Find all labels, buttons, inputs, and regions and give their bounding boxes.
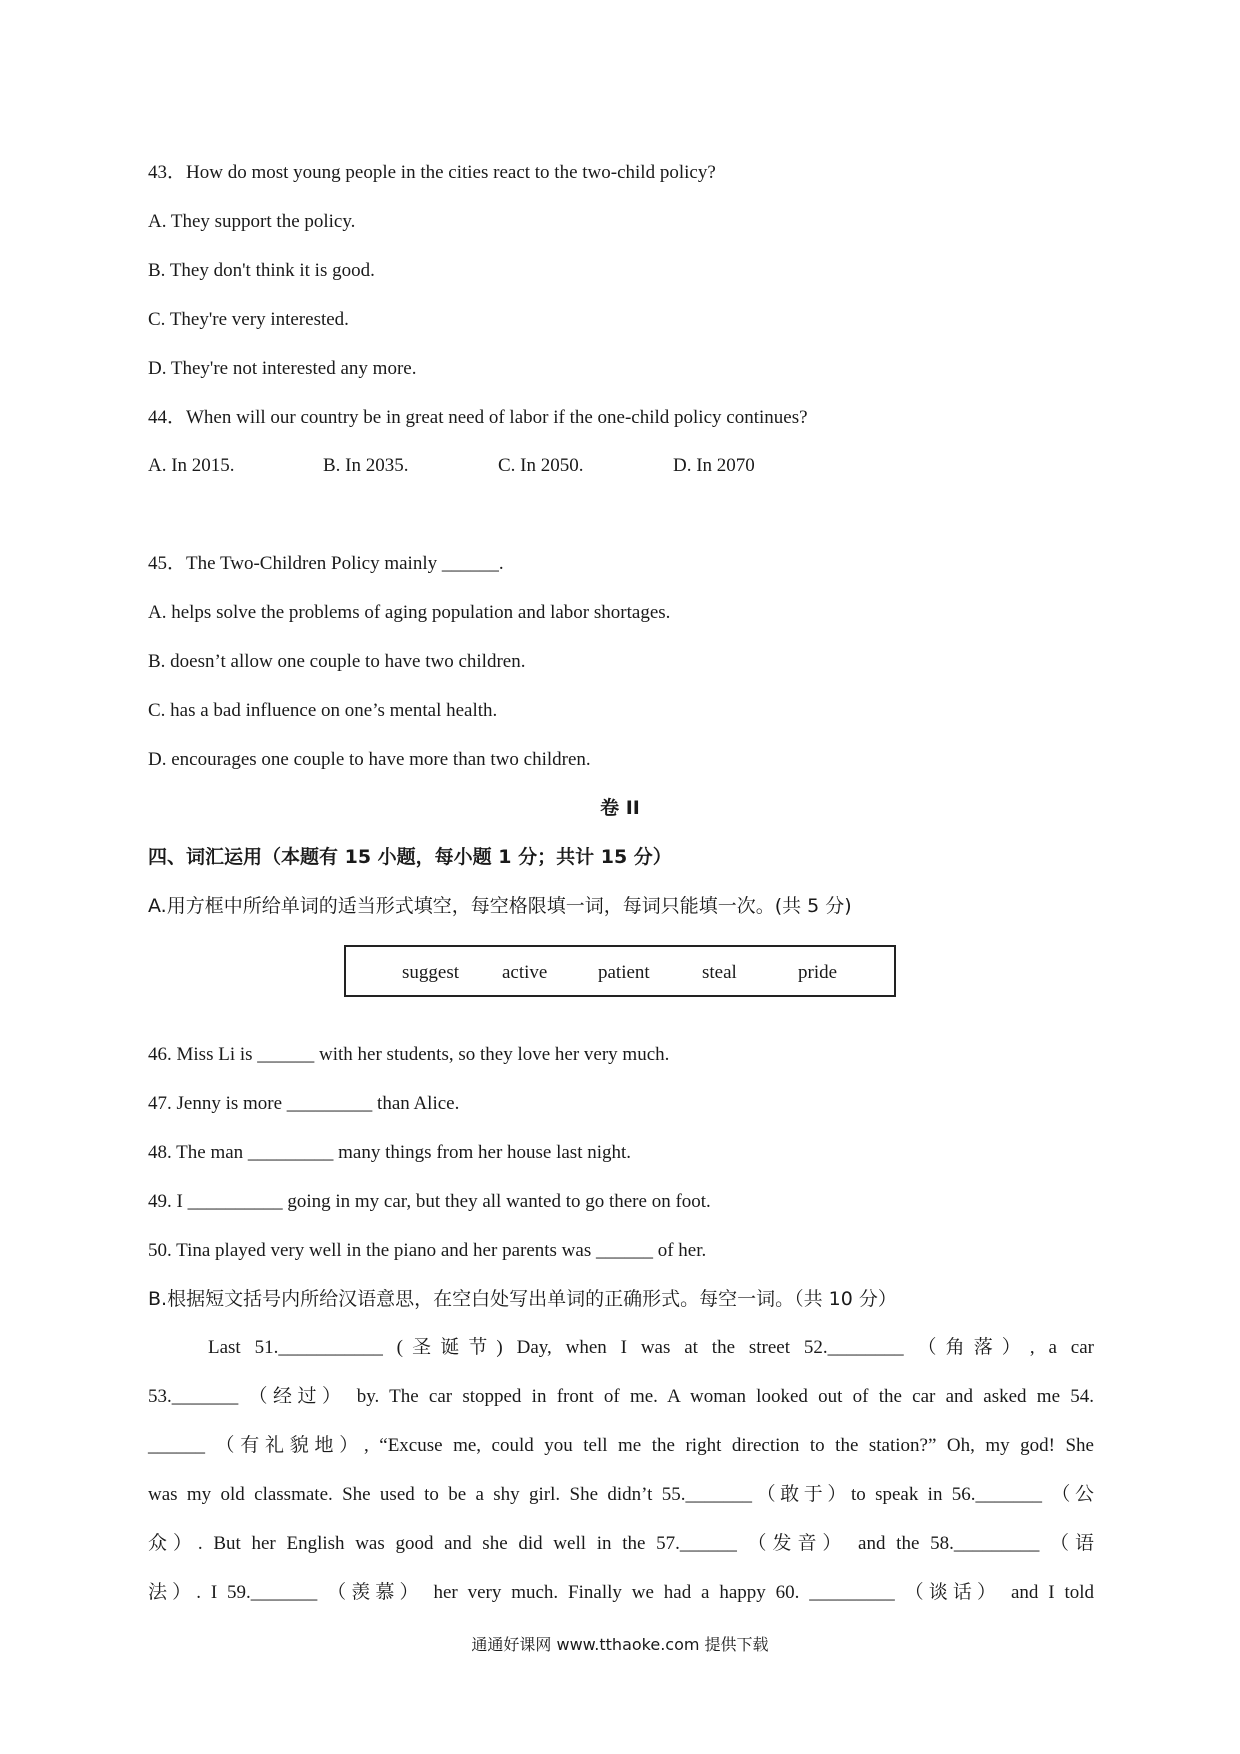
q45-option-b: B. doesn’t allow one couple to have two children. <box>148 651 526 672</box>
q43-option-c: C. They're very interested. <box>148 309 349 330</box>
q44-option-b: B. In 2035. <box>323 455 409 476</box>
section4-title: 四、词汇运用（本题有 15 小题，每小题 1 分；共计 15 分） <box>148 846 672 868</box>
fill-a-item: 47. Jenny is more _________ than Alice. <box>148 1093 460 1114</box>
passage-line: Last 51.___________ (圣诞节) Day, when I was at the street 52.________ （角落）, a car <box>208 1337 1094 1358</box>
q43-option-a: A. They support the policy. <box>148 211 356 232</box>
q43-stem: 43．How do most young people in the cities react to the two-child policy? <box>148 162 716 183</box>
q44-stem: 44．When will our country be in great need of labor if the one-child policy continues? <box>148 407 808 428</box>
passage-line: ______ （有礼貌地）, “Excuse me, could you tell me the right direction to the station?” Oh, my god! She <box>148 1435 1094 1456</box>
page-footer: 通通好课网 www.tthaoke.com 提供下载 <box>471 1635 769 1654</box>
passage-line: 53._______ （经过） by. The car stopped in front of me. A woman looked out of the car and asked me 54. <box>148 1386 1094 1407</box>
q45-option-c: C. has a bad influence on one’s mental health. <box>148 700 498 721</box>
passage-line: 法）. I 59._______ （羡慕） her very much. Finally we had a happy 60. _________ （谈话） and I told <box>148 1582 1094 1603</box>
partA-instruction: A.用方框中所给单词的适当形式填空，每空格限填一词，每词只能填一次。(共 5 分) <box>148 895 852 917</box>
word-box-item: patient <box>598 962 650 983</box>
passage-line: was my old classmate. She used to be a shy girl. She didn’t 55._______（敢于）to speak in 56._______ （公 <box>148 1484 1094 1505</box>
q45-option-a: A. helps solve the problems of aging population and labor shortages. <box>148 602 671 623</box>
volume-title: 卷 II <box>600 797 640 819</box>
fill-a-item: 46. Miss Li is ______ with her students, so they love her very much. <box>148 1044 670 1065</box>
q43-option-b: B. They don't think it is good. <box>148 260 375 281</box>
word-box-item: active <box>502 962 548 983</box>
fill-a-item: 50. Tina played very well in the piano and her parents was ______ of her. <box>148 1240 707 1261</box>
q43-option-d: D. They're not interested any more. <box>148 358 417 379</box>
partB-instruction: B.根据短文括号内所给汉语意思，在空白处写出单词的正确形式。每空一词。（共 10 分） <box>148 1288 897 1310</box>
fill-a-item: 48. The man _________ many things from her house last night. <box>148 1142 632 1163</box>
word-box-item: pride <box>798 962 838 983</box>
fill-a-item: 49. I __________ going in my car, but they all wanted to go there on foot. <box>148 1191 711 1212</box>
q44-option-d: D. In 2070 <box>673 455 755 476</box>
passage-line: 众）. But her English was good and she did well in the 57.______ （发音） and the 58._________ （语 <box>148 1533 1094 1554</box>
word-box <box>344 945 896 997</box>
q44-options <box>148 453 848 479</box>
q44-option-c: C. In 2050. <box>498 455 584 476</box>
word-box-item: steal <box>702 962 737 983</box>
q44-option-a: A. In 2015. <box>148 455 235 476</box>
word-box-item: suggest <box>402 962 459 983</box>
q45-stem: 45．The Two-Children Policy mainly ______. <box>148 553 504 574</box>
q45-option-d: D. encourages one couple to have more than two children. <box>148 749 591 770</box>
